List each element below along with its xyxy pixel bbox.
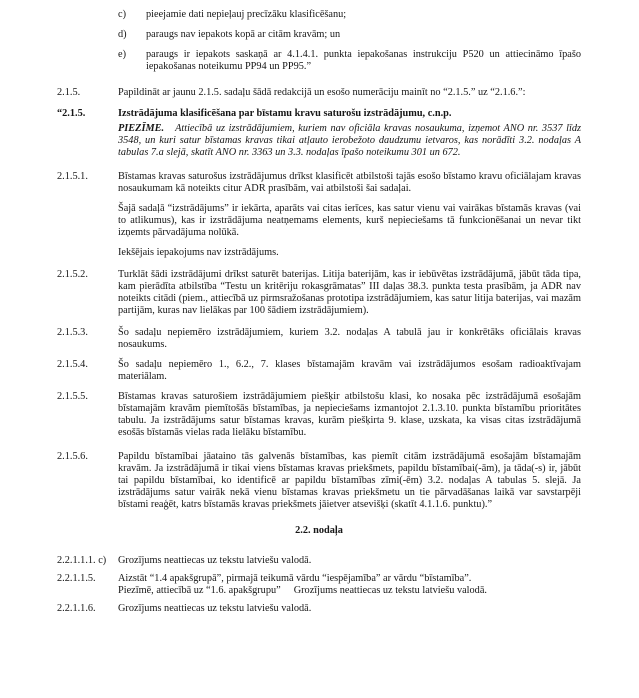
section-number: 2.2.1.1.6.: [57, 603, 96, 614]
section-number: 2.1.5.3.: [57, 327, 88, 338]
chapter-heading: 2.2. nodaļa: [295, 525, 343, 536]
amendment-result-text: Grozījums neattiecas uz tekstu latviešu valodā.: [293, 585, 487, 596]
section-number: 2.1.5.6.: [57, 451, 88, 462]
section-number: 2.1.5.5.: [57, 391, 88, 402]
paragraph: Papildināt ar jaunu 2.1.5. sadaļu šādā redakcijā un esošo numerāciju mainīt no “2.1.5.” uz “2.1.6.”:: [118, 87, 526, 98]
paragraph: Šo sadaļu nepiemēro izstrādājumiem, kuriem 3.2. nodaļas A tabulā jau ir konkrētāks oficiālais kravas nosaukums.: [118, 327, 581, 350]
list-item-text: paraugs nav iepakots kopā ar citām kravām; un: [146, 29, 341, 40]
paragraph: Aizstāt “1.4 apakšgrupā”, pirmajā teikumā vārdu “iespējamība” ar vārdu “bīstamība”.: [118, 573, 472, 584]
paragraph: [118, 585, 581, 597]
section-row-2-1-5-1: [57, 171, 581, 259]
section-row-2-1-5-6: [57, 451, 581, 511]
note-text: Attiecībā uz izstrādājumiem, kuriem nav oficiāla kravas nosaukuma, izņemot ANO nr. 3537 līdz 3548, un kuri satur bīstamas kravas tikai atļauto ierobežoto daudzumu ietvaros, kas norādīti 3.2. nodaļas A tabulas 7.a slejā, skatīt ANO nr. 3363 un 3.3. nodaļas īpašo noteikumu 301 un 672.: [118, 123, 581, 158]
amendment-row-2-2-1-1-6: [57, 603, 581, 615]
amendment-row-2-2-1-1-1: [57, 555, 581, 567]
section-number: 2.2.1.1.5.: [57, 573, 96, 584]
list-item-d: [57, 29, 581, 41]
section-heading-title: Izstrādājuma klasificēšana par bīstamu kravu saturošu izstrādājumu, c.n.p.: [118, 108, 452, 119]
section-number: 2.2.1.1.1. c): [57, 555, 107, 566]
list-item-text: pieejamie dati nepieļauj precīzāku klasificēšanu;: [146, 9, 347, 20]
list-item-label: e): [118, 49, 126, 60]
list-item-e: [57, 49, 581, 73]
section-row-2-1-5-2: [57, 269, 581, 317]
section-number: 2.1.5.1.: [57, 171, 88, 182]
section-heading-row: [57, 108, 581, 120]
paragraph: Bīstamas kravas saturošus izstrādājumus drīkst klasificēt atbilstoši tajās esošo bīstamo kravu oficiālajam kravas nosaukumam kā noteikts citur ADR prasībām, vai atbilstoši šai sadaļai.: [118, 171, 581, 194]
section-number: 2.1.5.2.: [57, 269, 88, 280]
paragraph: Grozījums neattiecas uz tekstu latviešu valodā.: [118, 555, 312, 566]
paragraph: Turklāt šādi izstrādājumi drīkst saturēt baterijas. Litija baterijām, kas ir iebūvētas izstrādājumā, jābūt tāda tipa, kam pierādīta atbilstība “Testu un kritēriju rokasgrāmatas” III daļas 38.3. punkta testa prasībām, ja ADR nav noteikts citādi (piem., attiecībā uz pirmsražošanas prototipa izstrādājumiem, kas satur litija baterijas, vai mazām partijām, kuras nav lielākas par 100 šādiem izstrādājumiem).: [118, 269, 581, 316]
paragraph: Iekšējais iepakojums nav izstrādājums.: [118, 247, 279, 258]
list-item-label: d): [118, 29, 127, 40]
paragraph: Šo sadaļu nepiemēro 1., 6.2., 7. klases bīstamajām kravām vai izstrādājumos esošam radioaktīvajam materiālam.: [118, 359, 581, 382]
paragraph: Grozījums neattiecas uz tekstu latviešu valodā.: [118, 603, 312, 614]
paragraph: Bīstamas kravas saturošiem izstrādājumiem piešķir atbilstošu klasi, ko nosaka pēc izstrādājumā esošajām bīstamajām kravām piemītošās bīstamības, ja nepieciešams izmantojot 2.1.3.10. punkta bīstamību prioritātes tabulu. Ja izstrādājums satur bīstamas kravas, kurām piešķirta 9. klase, uzskata, ka visas citas izstrādājumā esošās bīstamās vielas rada lielāku bīstamību.: [118, 391, 581, 438]
note-row: [57, 123, 581, 159]
section-number: 2.1.5.4.: [57, 359, 88, 370]
paragraph: Papildu bīstamībai jāataino tās galvenās bīstamības, kas piemīt citām izstrādājumā esošajām bīstamajām kravām. Ja izstrādājumā ir tikai viens bīstamas kravas priekšmets, papildu bīstamībai(-ām), ja tāda(-s) ir, jābūt tai papildu bīstamībai, ko identificē ar papildu bīstamības zīmi(-ēm) 3.2. nodaļas A tabulas 5. slejā. Ja izstrādājums satur vairāk nekā vienu bīstamas kravas priekšmetu un tie pārvadāšanas laikā var savstarpēji bīstami reaģēt, katrs bīstamās kravas priekšmets jāietver atsevišķi (skatīt 4.1.1.6. punktu).”: [118, 451, 581, 510]
section-row-2-1-5-4: [57, 359, 581, 383]
section-heading-number: “2.1.5.: [57, 108, 86, 119]
paragraph: Šajā sadaļā “izstrādājums” ir iekārta, aparāts vai citas ierīces, kas satur vienu vai vairākas bīstamās kravas (vai to atlikumus), kas ir izstrādājuma neatņemams elements, kurš nepieciešams tā funkcionēšanai un nevar tikt izņemts pārvadājuma nolūkā.: [118, 203, 581, 238]
section-row-2-1-5-5: [57, 391, 581, 439]
note-reference-text: Piezīmē, attiecībā uz “1.6. apakšgrupu”: [118, 585, 281, 596]
section-row-2-1-5-3: [57, 327, 581, 351]
note-paragraph: [118, 123, 581, 159]
section-number: 2.1.5.: [57, 87, 81, 98]
amendment-intro-row: [57, 87, 581, 99]
amendment-row-2-2-1-1-5: [57, 573, 581, 597]
list-item-label: c): [118, 9, 126, 20]
list-item-text: paraugs ir iepakots saskaņā ar 4.1.4.1. punkta iepakošanas instrukciju P520 un attiecināmo īpašo iepakošanas noteikumu PP94 un PP95.”: [146, 49, 581, 72]
list-item-c: [57, 9, 581, 21]
note-label: PIEZĪME.: [118, 123, 165, 134]
